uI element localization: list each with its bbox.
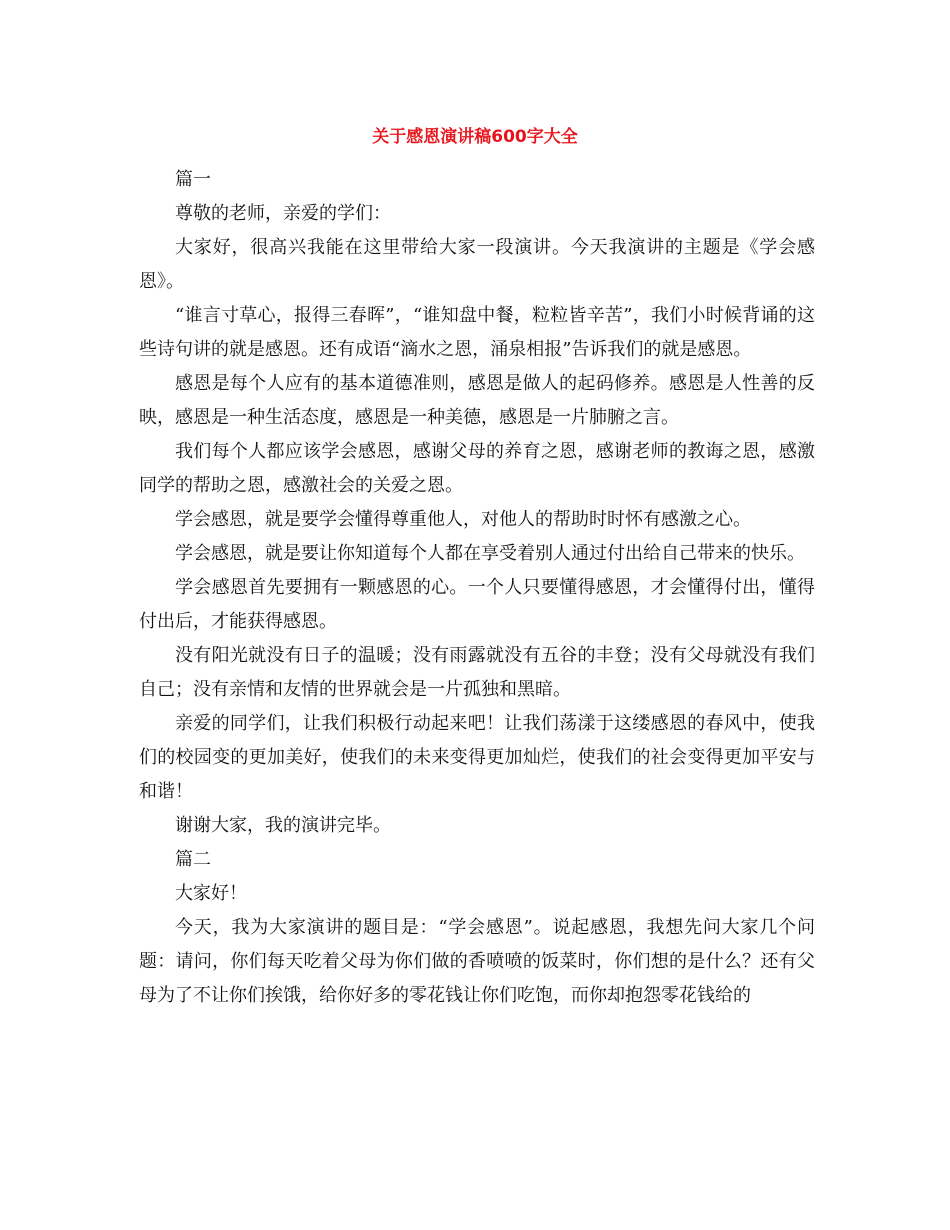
paragraph: “谁言寸草心，报得三春晖”，“谁知盘中餐，粒粒皆辛苦”，我们小时候背诵的这些诗句讲的就是感恩。还有成语“滴水之恩，涌泉相报”告诉我们的就是感恩。 <box>139 305 815 360</box>
paragraph: 学会感恩首先要拥有一颗感恩的心。一个人只要懂得感恩，才会懂得付出，懂得付出后，才能获得感恩。 <box>139 577 815 632</box>
paragraph: 感恩是每个人应有的基本道德准则，感恩是做人的起码修养。感恩是人性善的反映，感恩是一种生活态度，感恩是一种美德，感恩是一片肺腑之言。 <box>139 373 815 428</box>
paragraph-greeting: 大家好！ <box>175 883 247 904</box>
document-title: 关于感恩演讲稿600字大全 <box>372 127 578 147</box>
paragraph: 亲爱的同学们，让我们积极行动起来吧！让我们荡漾于这缕感恩的春风中，使我们的校园变的更加美好，使我们的未来变得更加灿烂，使我们的社会变得更加平安与和谐！ <box>139 713 815 802</box>
paragraph-section-2-heading: 篇二 <box>175 849 211 870</box>
paragraph-salutation: 尊敬的老师，亲爱的学们： <box>175 203 391 224</box>
paragraph: 学会感恩，就是要让你知道每个人都在享受着别人通过付出给自己带来的快乐。 <box>175 543 805 564</box>
paragraph: 学会感恩，就是要学会懂得尊重他人，对他人的帮助时时怀有感激之心。 <box>175 509 751 530</box>
paragraph-section-1-heading: 篇一 <box>175 169 211 190</box>
paragraph: 今天，我为大家演讲的题目是：“学会感恩”。说起感恩，我想先问大家几个问题：请问，你们每天吃着父母为你们做的香喷喷的饭菜时，你们想的是什么？还有父母为了不让你们挨饿，给你好多的零花钱让你们吃饱，而你却抱怨零花钱给的 <box>139 917 815 1006</box>
paragraph: 没有阳光就没有日子的温暖；没有雨露就没有五谷的丰登；没有父母就没有我们自己；没有亲情和友情的世界就会是一片孤独和黑暗。 <box>139 645 815 700</box>
paragraph-closing: 谢谢大家，我的演讲完毕。 <box>175 815 391 836</box>
paragraph: 我们每个人都应该学会感恩，感谢父母的养育之恩，感谢老师的教诲之恩，感激同学的帮助之恩，感激社会的关爱之恩。 <box>139 441 815 496</box>
document-body <box>139 163 815 1013</box>
paragraph: 大家好，很高兴我能在这里带给大家一段演讲。今天我演讲的主题是《学会感恩》。 <box>139 237 815 292</box>
